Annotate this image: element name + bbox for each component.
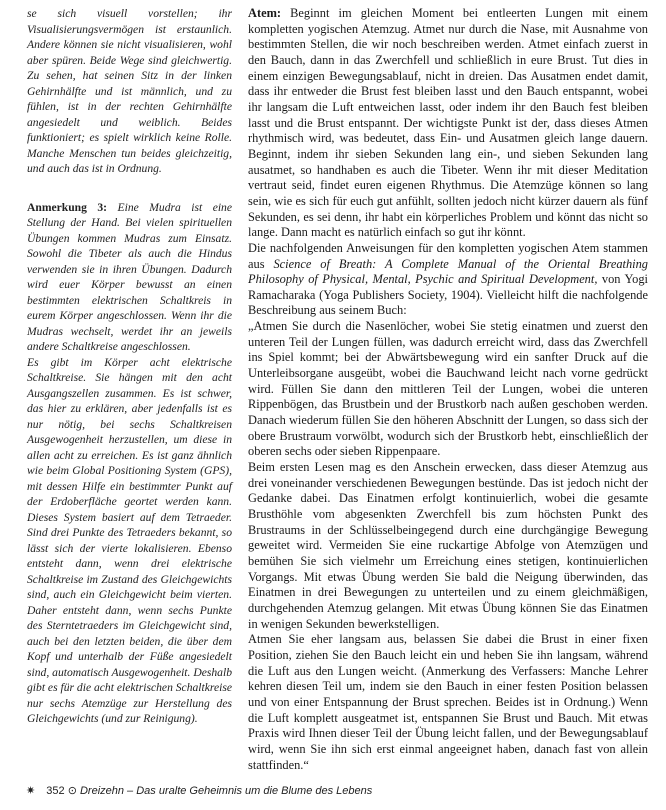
note-3-text: Eine Mudra ist eine Stellung der Hand. Bei vielen spirituellen Übungen kommen Mudras zum Einsatz. Sowohl die Tibeter als auch die Hindus verwenden sie in ihren Übungen. Dadurch wird euer Körper bewusst an einen bestimmten elektrischen Schaltkreis in eurem Körper angeschlossen. Wenn ihr die Mudras wechselt, werdet ihr an jeweils andere Schaltkreise angeschlossen.: [27, 200, 232, 353]
quote-paragraph-2: Beim ersten Lesen mag es den Anschein erwecken, dass dieser Atemzug aus drei voneinander verschiedenen Bewegungen bestünde. Das ist jedoch nicht der Gedanke dabei. Das Einatmen erfolgt kontinuierlich, wobei die gesamte Brusthöhle vom abgesenkten Zwerchfell bis zum höchsten Punkt des Brustraums in der Schlüsselbeingegend durch eine durchgängige Bewegung geweitet wird. Vermeiden Sie eine ruckartige Abfolge von Atemzügen und bemühen Sie sich vielmehr um Erreichung eines stetigen, kontinuierlichen Vorgangs. Mit etwas Übung werden Sie bald die Neigung überwinden, das Einatmen in drei Bewegungen zu unterteilen und zu einem gleichmäßigen, durchgehenden Atemzug gelangen. Mit etwas Übung können Sie das Einatmen in wenigen Sekunden bewerkstelligen.: [248, 460, 648, 631]
source-paragraph: [248, 241, 648, 319]
separator-icon: ⊙: [67, 785, 77, 797]
book-running-title: Dreizehn – Das uralte Geheimnis um die Blume des Lebens: [79, 785, 373, 797]
book-title: Science of Breath: A Complete Manual of the Oriental Breathing Philosophy of Physical, Mental, Psychic and Spiritual Development,: [248, 256, 648, 287]
atem-label: Atem:: [248, 6, 282, 20]
quote-paragraph-3: Atmen Sie eher langsam aus, belassen Sie dabei die Brust in einer fixen Position, ziehen Sie den Bauch leicht ein und heben Sie ihn langsam, während die Luft aus den Lungen weicht. (Anmerkung des Verfassers: Manche Lehrer kehren diesen Teil um, indem sie den Bauch in einer festen Position belassen und von einer Entspannung der Brust sprechen. Beides ist in Ordnung.) Wenn die Luft komplett ausgeatmet ist, entspannen Sie Brust und Bauch. Mit etwas Praxis wird Ihnen dieser Teil der Übung leicht fallen, und der Bewegungsablauf wird, wenn Sie ihn sich erst einmal angeeignet haben, danach fast von allein stattfinden.“: [248, 632, 648, 772]
source-text-a: Die nachfolgenden Anweisungen für den kompletten yogischen Atem stammen aus: [248, 240, 648, 271]
atem-text: Beginnt im gleichen Moment bei entleerten Lungen mit einem kompletten yogischen Atemzug. Atmet nur durch die Nase, mit Ausnahme von bestimmten Stellen, die wir noch beschreiben werden. Atmet einfach zuerst in den Bauch, dann in das Zwerchfell und schließlich in eure Brust. Tut dies in einem einzigen Bewegungsablauf, nicht in dreien. Das Ausatmen endet damit, dass ihr entweder die Brust fest bleiben lasst und den Bauch entspannt, wobei ihr langsam die Luft entweichen lasst, oder indem ihr den Bauch fest bleiben lasst und die Brust entspannt. Der wichtigste Punkt ist der, dass dieses Atmen rhythmisch wird, was bedeutet, dass Ein- und Ausatmen gleich lange dauern. Beginnt, indem ihr sieben Sekunden lang ein-, und sieben Sekunden lang ausatmet, so handhaben es auch die Tibeter. Wenn ihr mit dieser Meditation vertraut seid, findet euren eigenen Rhythmus. Die Atemzüge können so lang sein, wie es sich für euch gut anfühlt, sollten jedoch nicht kürzer dauern als fünf Sekunden, es sei denn, ihr habt ein körperliches Problem und könnt das nicht so lange. Dann macht es natürlich einfach so gut ihr könnt.: [248, 6, 648, 240]
left-column: [27, 6, 232, 727]
page-number: 352: [46, 785, 65, 797]
note-3-paragraph: [27, 200, 232, 355]
source-text-b: von Yogi Ramacharaka (Yoga Publishers Society, 1904). Vielleicht hilft die nachfolgende Beschreibung aus seinem Buch:: [248, 272, 648, 318]
atem-paragraph: [248, 6, 648, 241]
quote-paragraph-1: „Atmen Sie durch die Nasenlöcher, wobei Sie stetig einatmen und zuerst den unteren Teil der Lungen füllen, was dadurch erreicht wird, dass das Zwerchfell ins Spiel kommt; bei der Abwärtsbewegung wird ein sanfter Druck auf die Unterleibsorgane ausgeübt, wobei die Bauchwand leicht nach vorne gedrückt wird. Füllen Sie dann den mittleren Teil der Lungen, wobei die unteren Rippenbögen, das Brustbein und der Brustkorb nach außen geschoben werden. Danach wiederum füllen Sie den höheren Abschnitt der Lungen, so dass sich der obere Brustraum vorwölbt, wodurch sich der Brustkorb hebt, einschließlich der oberen sechs oder sieben Rippenpaare.: [248, 319, 648, 459]
star-icon: ✷: [26, 785, 36, 797]
left-paragraph-1: se sich visuell vorstellen; ihr Visualisierungsvermögen ist erstaunlich. Andere können sie nicht visualisieren, wohl aber spüren. Beide Wege sind gleichwertig. Zu sehen, hat seinen Sitz in der linken Gehirnhälfte und ist männlich, und zu fühlen, ist in der rechten Gehirnhälfte angesiedelt und weiblich. Beides funktioniert; es spielt wirklich keine Rolle. Manche Menschen tun beides gleichzeitig, und auch das ist in Ordnung.: [27, 7, 232, 175]
right-column: [248, 6, 648, 773]
paragraph-gap: [27, 177, 232, 200]
note-3-label: Anmerkung 3:: [27, 200, 108, 214]
left-paragraph-3: Es gibt im Körper acht elektrische Schaltkreise. Sie hängen mit den acht Ausgangszellen zusammen. Es ist schwer, das hier zu erklären, aber jedenfalls ist es nur nötig, bei sechs Schaltkreisen Ausgewogenheit herzustellen, um diese in allen acht zu erreichen. Es ist ganz ähnlich wie beim Global Positioning System (GPS), mit dessen Hilfe ein bestimmter Punkt auf der Erdoberfläche geortet werden kann. Dieses System basiert auf dem Tetraeder. Sind drei Punkte des Tetraeders bekannt, so lässt sich der vierte lokalisieren. Ebenso entsteht dann, wenn drei elektrische Schaltkreise im Zustand des Gleichgewichts sind, auch ein Gleichgewicht beim vierten. Daher entsteht dann, wenn sechs Punkte des Sterntetraeders im Gleichgewicht sind, auch bei den letzten beiden, die über dem Kopf und unterhalb der Füße angesiedelt sind, automatisch Ausgewogenheit. Deshalb gibt es für die acht elektrischen Schaltkreise nur sechs Atemzüge zur Herstellung des Gleichgewichts (und zur Reinigung).: [27, 355, 232, 725]
page-footer: [26, 784, 646, 797]
